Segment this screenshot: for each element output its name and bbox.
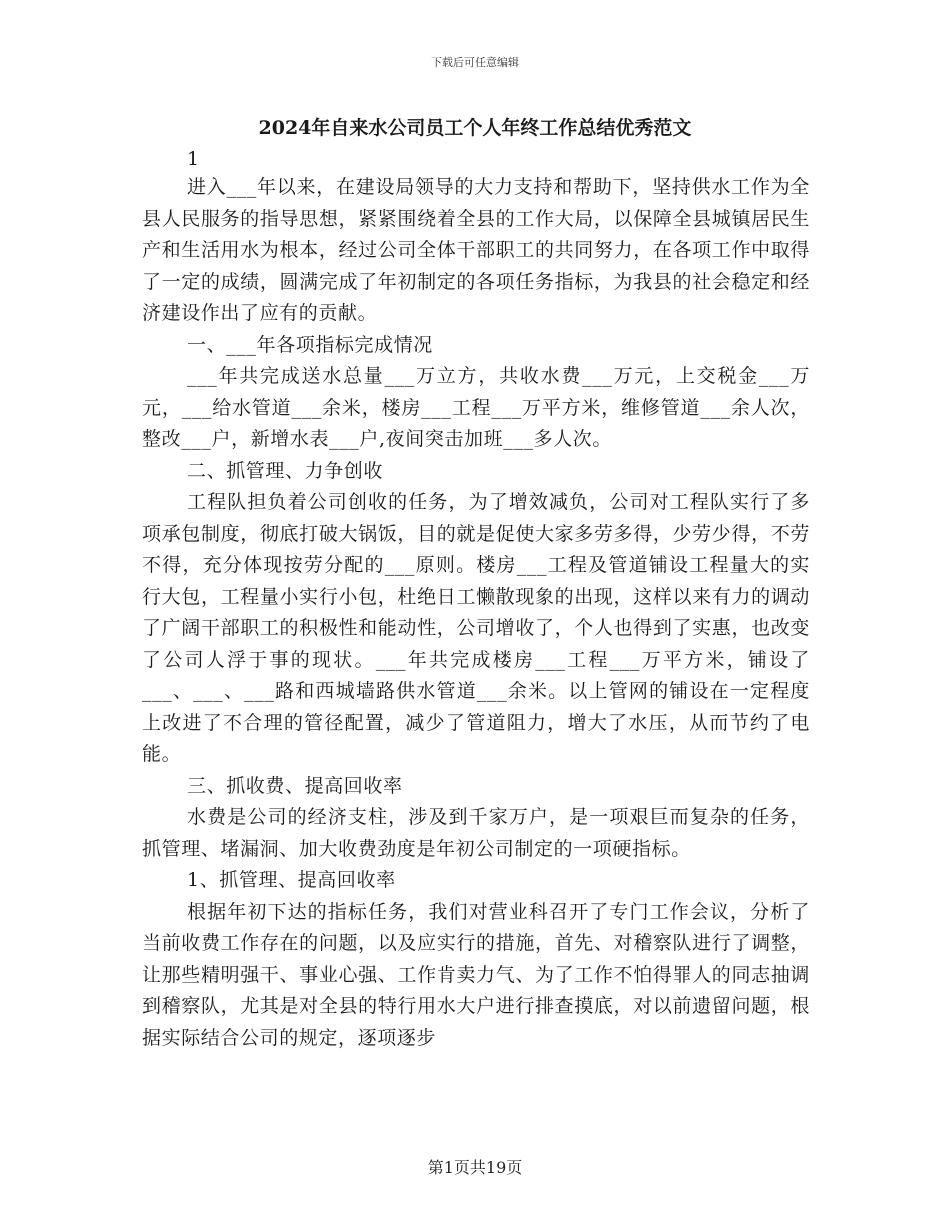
recovery-paragraph: 根据年初下达的指标任务，我们对营业科召开了专门工作会议，分析了当前收费工作存在的问题，以及应实行的措施，首先、对稽察队进行了调整，让那些精明强干、事业心强、工作肯卖力气、为了工作不怕得罪人的同志抽调到稽察队，尤其是对全县的特行用水大户进行排查摸底，对以前遗留问题，根据实际结合公司的规定，逐项逐步 bbox=[142, 900, 810, 1049]
indicators-paragraph: ___年共完成送水总量___万立方，共收水费___万元，上交税金___万元，___给水管道___余米，楼房___工程___万平方米，维修管道___余人次，整改___户，新增水表___户,夜间突击加班___多人次。 bbox=[142, 365, 810, 450]
page-footer: 第1页共19页 bbox=[427, 1158, 523, 1177]
section-heading-3: 三、抓收费、提高回收率 bbox=[187, 774, 403, 797]
fees-paragraph: 水费是公司的经济支柱，涉及到千家万户，是一项艰巨而复杂的任务，抓管理、堵漏洞、加大收费劲度是年初公司制定的一项硬指标。 bbox=[142, 806, 810, 860]
section-number: 1 bbox=[187, 148, 200, 170]
section-heading-2: 二、抓管理、力争创收 bbox=[187, 459, 384, 482]
management-paragraph: 工程队担负着公司创收的任务，为了增效减负，公司对工程队实行了多项承包制度，彻底打破大锅饭，目的就是促使大家多劳多得，少劳少得，不劳不得，充分体现按劳分配的___原则。楼房___工程及管道铺设工程量大的实行大包，工程量小实行小包，杜绝日工懒散现象的出现，这样以来有力的调动了广阔干部职工的积极性和能动性，公司增收了，个人也得到了实惠，也改变了公司人浮于事的现状。___年共完成楼房___工程___万平方米，铺设了___、___、___路和西城墙路供水管道___余米。以上管网的铺设在一定程度上改进了不合理的管径配置，减少了管道阻力，增大了水压，从而节约了电能。 bbox=[142, 491, 810, 765]
header-note: 下载后可任意编辑 bbox=[431, 56, 519, 69]
intro-paragraph: 进入___年以来，在建设局领导的大力支持和帮助下，坚持供水工作为全县人民服务的指导思想，紧紧围绕着全县的工作大局，以保障全县城镇居民生产和生活用水为根本，经过公司全体干部职工的共同努力，在各项工作中取得了一定的成绩，圆满完成了年初制定的各项任务指标，为我县的社会稳定和经济建设作出了应有的贡献。 bbox=[142, 176, 810, 324]
document-body bbox=[142, 172, 810, 1054]
subsection-heading-1: 1、抓管理、提高回收率 bbox=[187, 869, 396, 891]
document-title: 2024年自来水公司员工个人年终工作总结优秀范文 bbox=[258, 117, 692, 139]
section-heading-1: 一、___年各项指标完成情况 bbox=[187, 333, 433, 356]
